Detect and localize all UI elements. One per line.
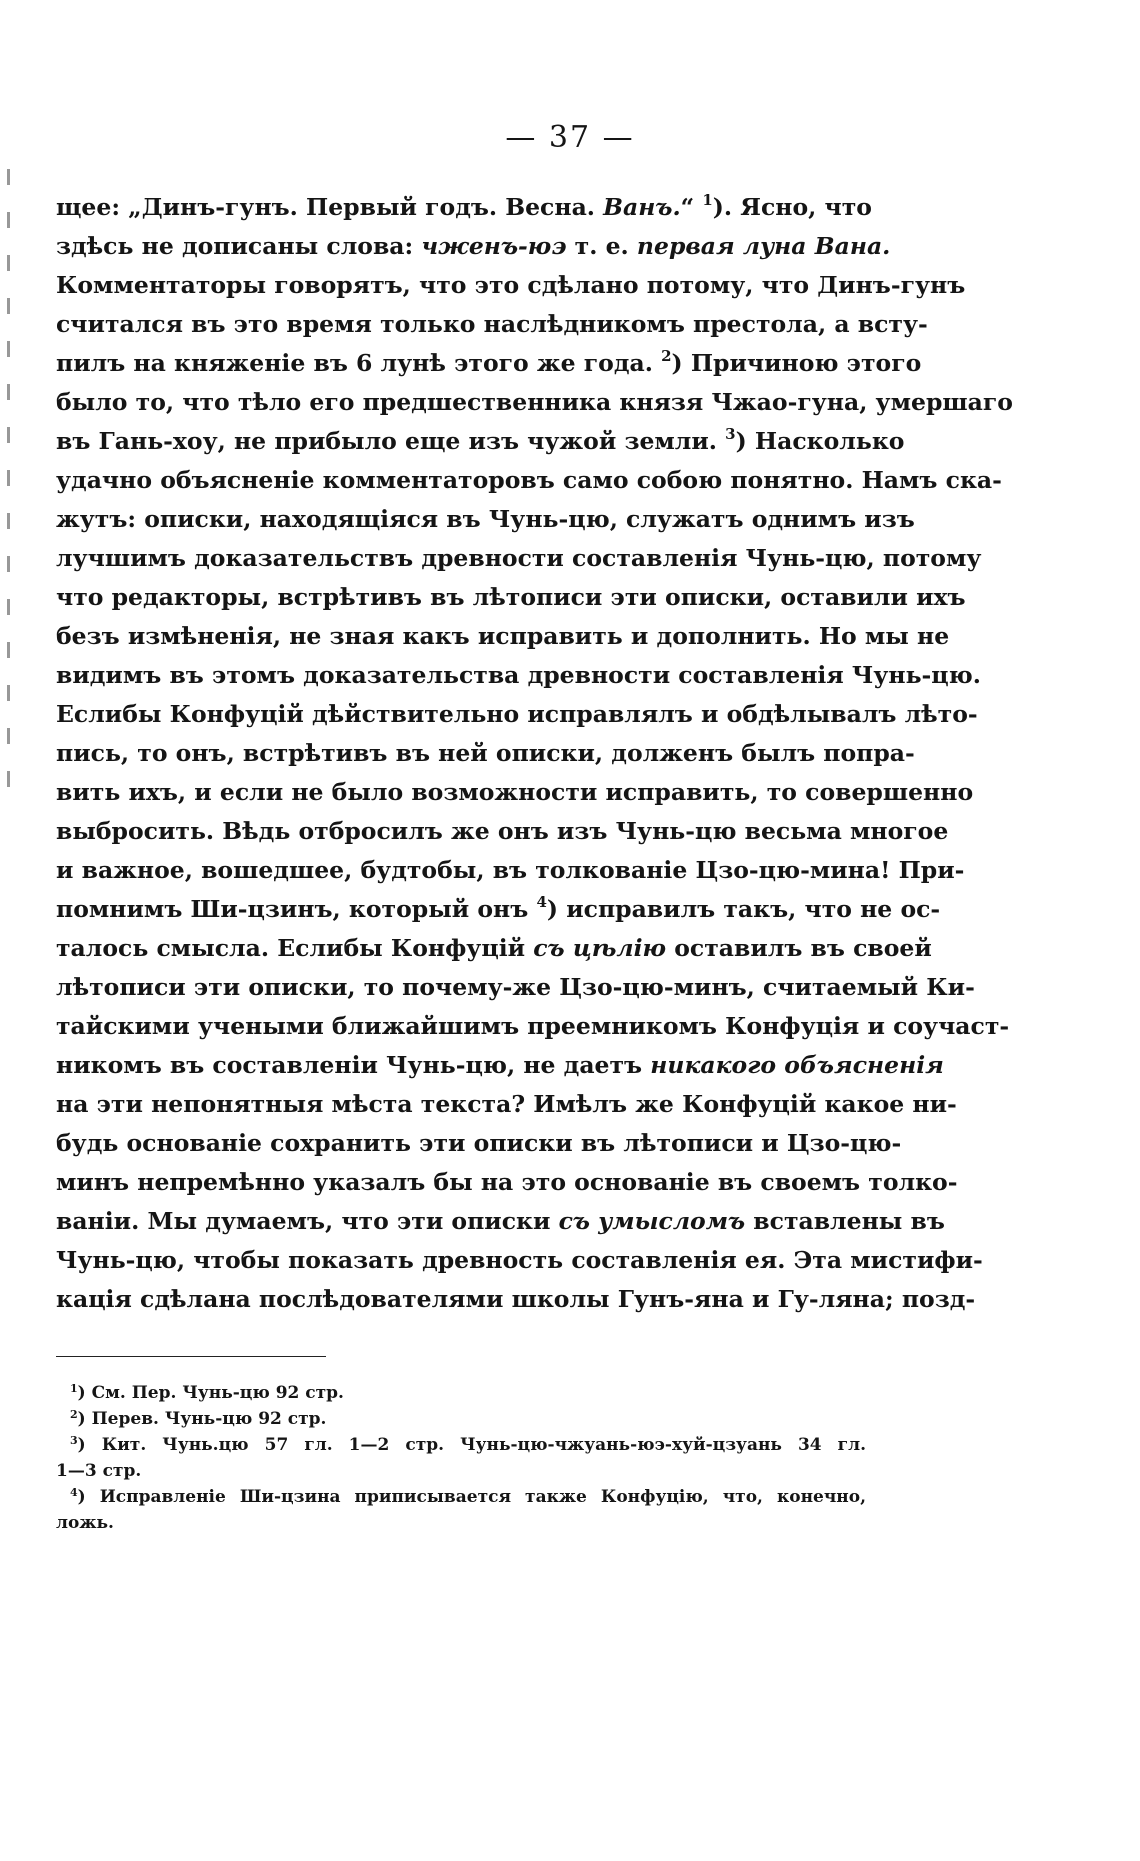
text-run: ваніи. Мы думаемъ, что эти описки: [56, 1207, 559, 1235]
text-run: выбросить. Вѣдь отбросилъ же онъ изъ Чунь-цю весьма многое: [56, 817, 949, 845]
footnote: [56, 1484, 866, 1510]
text-line: [56, 266, 966, 305]
text-line: [56, 305, 928, 344]
text-run: талось смысла. Еслибы Конфуцій: [56, 934, 534, 962]
text-run: Еслибы Конфуцій дѣйствительно исправлялъ и обдѣлывалъ лѣто-: [56, 700, 978, 728]
edge-mark: [2, 642, 16, 676]
text-run: Комментаторы говорятъ, что это сдѣлано потому, что Динъ-гунъ: [56, 271, 966, 299]
edge-mark: [2, 255, 16, 289]
text-run: ) Насколько: [735, 427, 905, 455]
footnote-text: ложь.: [56, 1513, 114, 1533]
edge-mark: [2, 771, 16, 805]
footnote-ref: 4: [536, 893, 547, 911]
text-run: жутъ: описки, находящіяся въ Чунь-цю, служатъ однимъ изъ: [56, 505, 915, 533]
edge-mark: [2, 341, 16, 375]
footnote-text: ) Кит. Чунь.цю 57 гл. 1—2 стр. Чунь-цю-чжуань-юэ-хуй-цзуань 34 гл.: [77, 1435, 866, 1455]
text-run: тайскими учеными ближайшимъ преемникомъ Конфуція и соучаст-: [56, 1012, 1010, 1040]
text-run: минъ непремѣнно указалъ бы на это основаніе въ своемъ толко-: [56, 1168, 958, 1196]
footnote-rule: [56, 1356, 326, 1357]
binding-edge: [0, 160, 18, 720]
footnote-text: ) Исправленіе Ши-цзина приписывается также Конфуцію, что, конечно,: [77, 1487, 866, 1507]
footnote-ref: 3: [725, 425, 736, 443]
italic-run: съ цѣлію: [533, 934, 667, 962]
text-run: помнимъ Ши-цзинъ, который онъ: [56, 895, 537, 923]
text-line: [56, 617, 950, 656]
text-line: [56, 500, 915, 539]
text-run: ) исправилъ такъ, что не ос-: [546, 895, 941, 923]
edge-mark: [2, 427, 16, 461]
text-line: [56, 929, 932, 968]
text-run: будь основаніе сохранить эти описки въ лѣтописи и Цзо-цю-: [56, 1129, 902, 1157]
footnote-ref: 2: [661, 347, 672, 365]
text-line: [56, 344, 922, 383]
text-line: [56, 734, 915, 773]
text-run: лѣтописи эти описки, то почему-же Цзо-цю-минъ, считаемый Ки-: [56, 973, 975, 1001]
edge-mark: [2, 212, 16, 246]
text-run: лучшимъ доказательствъ древности составленія Чунь-цю, потому: [56, 544, 982, 572]
text-line: [56, 422, 905, 461]
italic-run: Ванъ.: [603, 193, 681, 221]
text-run: пилъ на княженіе въ 6 лунѣ этого же года.: [56, 349, 662, 377]
italic-run: съ умысломъ: [558, 1207, 746, 1235]
text-line: [56, 812, 949, 851]
footnote-mark: 4: [70, 1486, 78, 1499]
text-run: было то, что тѣло его предшественника князя Чжао-гуна, умершаго: [56, 388, 1013, 416]
text-line: [56, 968, 975, 1007]
text-run: ). Ясно, что: [712, 193, 872, 221]
italic-run: никакого объясненія: [650, 1051, 944, 1079]
text-run: что редакторы, встрѣтивъ въ лѣтописи эти описки, оставили ихъ: [56, 583, 966, 611]
text-line: [56, 578, 966, 617]
edge-mark: [2, 169, 16, 203]
text-line: [56, 773, 974, 812]
text-line: [56, 461, 1002, 500]
text-run: здѣсь не дописаны слова:: [56, 232, 422, 260]
text-line: [56, 656, 981, 695]
text-run: Чунь-цю, чтобы показать древность составленія ея. Эта мистифи-: [56, 1246, 983, 1274]
edge-mark: [2, 556, 16, 590]
text-line: [56, 227, 891, 266]
text-run: пись, то онъ, встрѣтивъ въ ней описки, долженъ былъ попра-: [56, 739, 915, 767]
edge-mark: [2, 513, 16, 547]
edge-mark: [2, 599, 16, 633]
text-line: [56, 188, 872, 227]
text-run: [807, 232, 815, 260]
text-run: считался въ это время только наслѣдникомъ престола, а всту-: [56, 310, 928, 338]
page-number: — 37 —: [505, 120, 635, 155]
footnote: [56, 1510, 866, 1536]
footnote-ref: 1: [702, 191, 713, 209]
text-run: вить ихъ, и если не было возможности исправить, то совершенно: [56, 778, 974, 806]
footnotes: [56, 1380, 866, 1536]
italic-run: Вана.: [814, 232, 891, 260]
text-run: на эти непонятныя мѣста текста? Имѣлъ же Конфуцій какое ни-: [56, 1090, 957, 1118]
text-run: кація сдѣлана послѣдователями школы Гунъ-яна и Гу-ляна; позд-: [56, 1285, 976, 1313]
edge-mark: [2, 685, 16, 719]
text-line: [56, 383, 1013, 422]
text-run: никомъ въ составленіи Чунь-цю, не даетъ: [56, 1051, 651, 1079]
footnote: [56, 1458, 866, 1484]
text-run: “: [680, 193, 703, 221]
footnote: [56, 1432, 866, 1458]
text-run: оставилъ въ своей: [666, 934, 932, 962]
text-run: ) Причиною этого: [671, 349, 922, 377]
text-line: [56, 1007, 1010, 1046]
text-run: удачно объясненіе комментаторовъ само собою понятно. Намъ ска-: [56, 466, 1002, 494]
italic-run: первая луна: [636, 232, 807, 260]
text-run: вставлены въ: [745, 1207, 945, 1235]
text-line: [56, 1241, 983, 1280]
text-line: [56, 851, 965, 890]
edge-mark: [2, 728, 16, 762]
text-line: [56, 539, 982, 578]
text-run: т. е.: [566, 232, 637, 260]
edge-mark: [2, 470, 16, 504]
text-line: [56, 695, 978, 734]
body-text: [56, 188, 1013, 1319]
footnote-text: ) Перев. Чунь-цю 92 стр.: [77, 1409, 327, 1429]
footnote-text: ) См. Пер. Чунь-цю 92 стр.: [77, 1383, 344, 1403]
text-line: [56, 1085, 957, 1124]
text-line: [56, 890, 941, 929]
italic-run: чженъ-юэ: [421, 232, 567, 260]
text-line: [56, 1280, 976, 1319]
edge-mark: [2, 384, 16, 418]
text-run: безъ измѣненія, не зная какъ исправить и дополнить. Но мы не: [56, 622, 950, 650]
footnote-text: 1—3 стр.: [56, 1461, 142, 1481]
text-run: и важное, вошедшее, будтобы, въ толкованіе Цзо-цю-мина! При-: [56, 856, 965, 884]
text-line: [56, 1163, 958, 1202]
text-run: щее: „Динъ-гунъ. Первый годъ. Весна.: [56, 193, 604, 221]
footnote: [56, 1406, 866, 1432]
text-run: видимъ въ этомъ доказательства древности составленія Чунь-цю.: [56, 661, 981, 689]
text-run: въ Гань-хоу, не прибыло еще изъ чужой земли.: [56, 427, 726, 455]
text-line: [56, 1046, 944, 1085]
footnote-mark: 3: [70, 1434, 78, 1447]
footnote: [56, 1380, 866, 1406]
edge-mark: [2, 298, 16, 332]
text-line: [56, 1124, 902, 1163]
text-line: [56, 1202, 945, 1241]
footnote-mark: 1: [70, 1382, 78, 1395]
footnote-mark: 2: [70, 1408, 78, 1421]
